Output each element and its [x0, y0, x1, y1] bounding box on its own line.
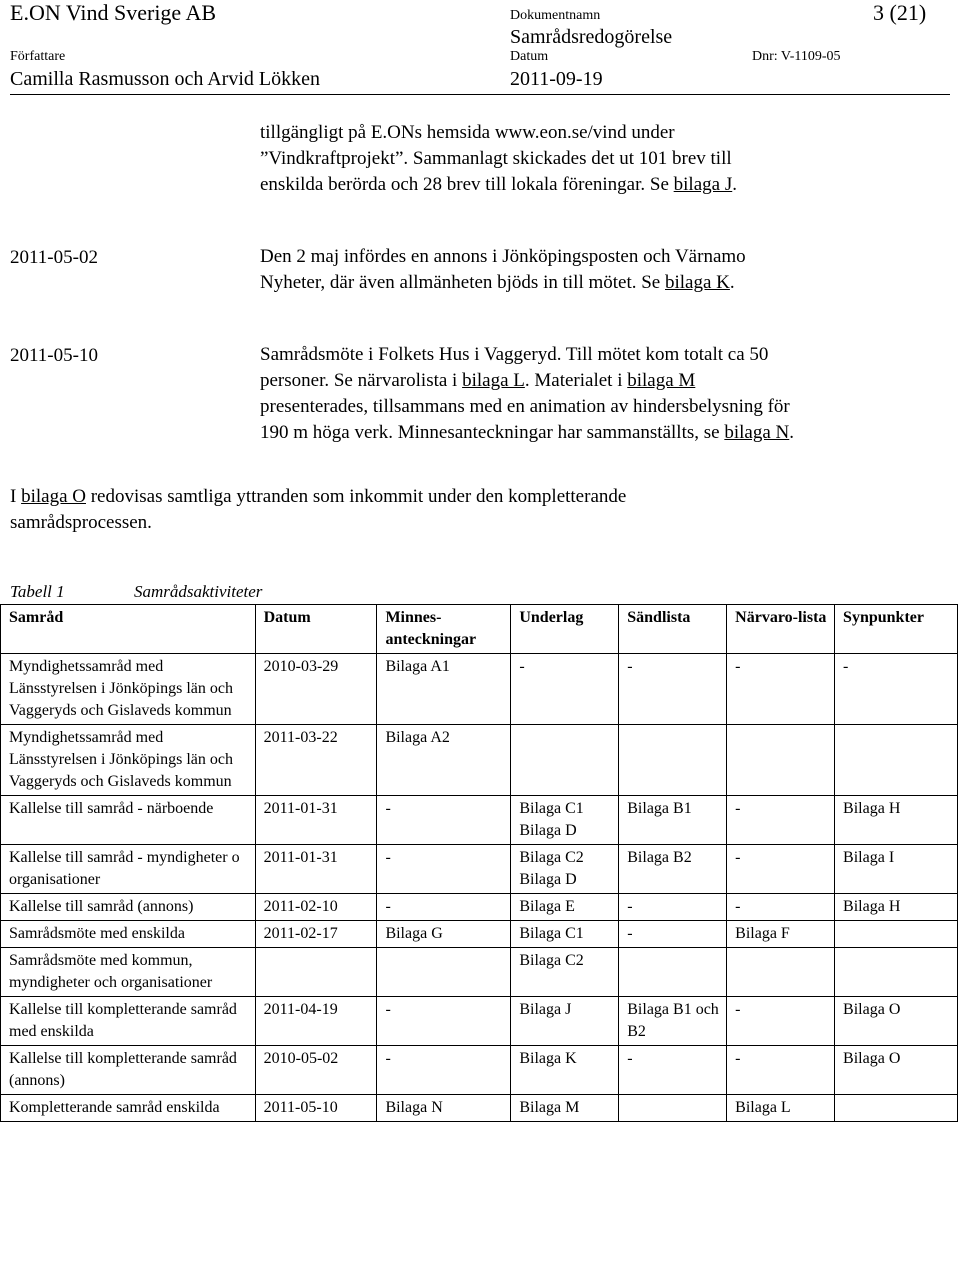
- activities-table: [0, 604, 958, 1122]
- col-header-synpunkter: Synpunkter: [835, 605, 958, 654]
- col-header-narvarolista: Närvaro-lista: [727, 605, 835, 654]
- entry-date-2011-05-02: 2011-05-02: [10, 247, 98, 268]
- intro-line-1: tillgängligt på E.ONs hemsida www.eon.se/vind under: [260, 122, 675, 143]
- table-row: Kallelse till samråd - närboende 2011-01-31 - Bilaga C1 Bilaga D Bilaga B1 - Bilaga H: [1, 796, 958, 845]
- header-divider: [10, 94, 950, 95]
- table-row: Kallelse till samråd - myndigheter o organisationer 2011-01-31 - Bilaga C2 Bilaga D Bilaga B2 - Bilaga I: [1, 845, 958, 894]
- document-date: 2011-09-19: [510, 68, 603, 90]
- intro-line-2: ”Vindkraftprojekt”. Sammanlagt skickades det ut 101 brev till: [260, 148, 732, 169]
- table-caption-label: Tabell 1: [10, 582, 65, 601]
- bilaga-n-link[interactable]: bilaga N: [724, 422, 790, 443]
- col-header-underlag: Underlag: [511, 605, 619, 654]
- bilaga-k-link[interactable]: bilaga K: [665, 272, 730, 293]
- document-name: Samrådsredogörelse: [510, 26, 673, 48]
- entry-2011-05-10-text: Samrådsmöte i Folkets Hus i Vaggeryd. Till mötet kom totalt ca 50 personer. Se närvarolista i bilaga L. Materialet i bilaga M presenterades, tillsammans med en animation av hindersbelysning för 190 m höga verk. Minnesanteckningar har sammanställts, se bilaga N.: [260, 344, 794, 443]
- table-row: Samrådsmöte med enskilda 2011-02-17 Bilaga G Bilaga C1 - Bilaga F: [1, 921, 958, 948]
- document-name-label: Dokumentnamn: [510, 8, 601, 23]
- entry-2011-05-02-text: Den 2 maj infördes en annons i Jönköpingsposten och Värnamo Nyheter, där även allmänheten bjöds in till mötet. Se bilaga K.: [260, 246, 746, 293]
- table-row: Kallelse till samråd (annons) 2011-02-10 - Bilaga E - - Bilaga H: [1, 894, 958, 921]
- entry-date-2011-05-10: 2011-05-10: [10, 345, 98, 366]
- dnr: Dnr: V-1109-05: [752, 49, 841, 64]
- summary-paragraph: I bilaga O redovisas samtliga yttranden som inkommit under den kompletterande samrådsprocessen.: [10, 486, 627, 533]
- page-number: 3 (21): [873, 0, 927, 25]
- authors: Camilla Rasmusson och Arvid Lökken: [10, 68, 320, 90]
- bilaga-l-link[interactable]: bilaga L: [462, 370, 525, 391]
- table-row: Myndighetssamråd med Länsstyrelsen i Jönköpings län och Vaggeryds och Gislaveds kommun 2011-03-22 Bilaga A2: [1, 725, 958, 796]
- date-label: Datum: [510, 49, 549, 64]
- company-name: E.ON Vind Sverige AB: [10, 0, 217, 25]
- table-row: Kallelse till kompletterande samråd med enskilda 2011-04-19 - Bilaga J Bilaga B1 och B2 - Bilaga O: [1, 997, 958, 1046]
- bilaga-o-link[interactable]: bilaga O: [21, 486, 86, 507]
- intro-line-3: enskilda berörda och 28 brev till lokala föreningar. Se bilaga J.: [260, 174, 737, 195]
- table-header-row: [1, 605, 958, 654]
- bilaga-j-link[interactable]: bilaga J: [673, 174, 733, 195]
- table-row: Myndighetssamråd med Länsstyrelsen i Jönköpings län och Vaggeryds och Gislaveds kommun 2010-03-29 Bilaga A1 - - - -: [1, 654, 958, 725]
- author-label: Författare: [10, 49, 66, 64]
- col-header-sandlista: Sändlista: [619, 605, 727, 654]
- table-row: Kompletterande samråd enskilda 2011-05-10 Bilaga N Bilaga M Bilaga L: [1, 1095, 958, 1122]
- table-row: Kallelse till kompletterande samråd (annons) 2010-05-02 - Bilaga K - - Bilaga O: [1, 1046, 958, 1095]
- col-header-datum: Datum: [255, 605, 377, 654]
- col-header-samrad: Samråd: [1, 605, 256, 654]
- bilaga-m-link[interactable]: bilaga M: [627, 370, 696, 391]
- intro-paragraph: [260, 120, 950, 198]
- col-header-minnesanteckningar: Minnes-anteckningar: [377, 605, 511, 654]
- table-row: Samrådsmöte med kommun, myndigheter och organisationer Bilaga C2: [1, 948, 958, 997]
- table-caption-text: Samrådsaktiviteter: [134, 582, 263, 601]
